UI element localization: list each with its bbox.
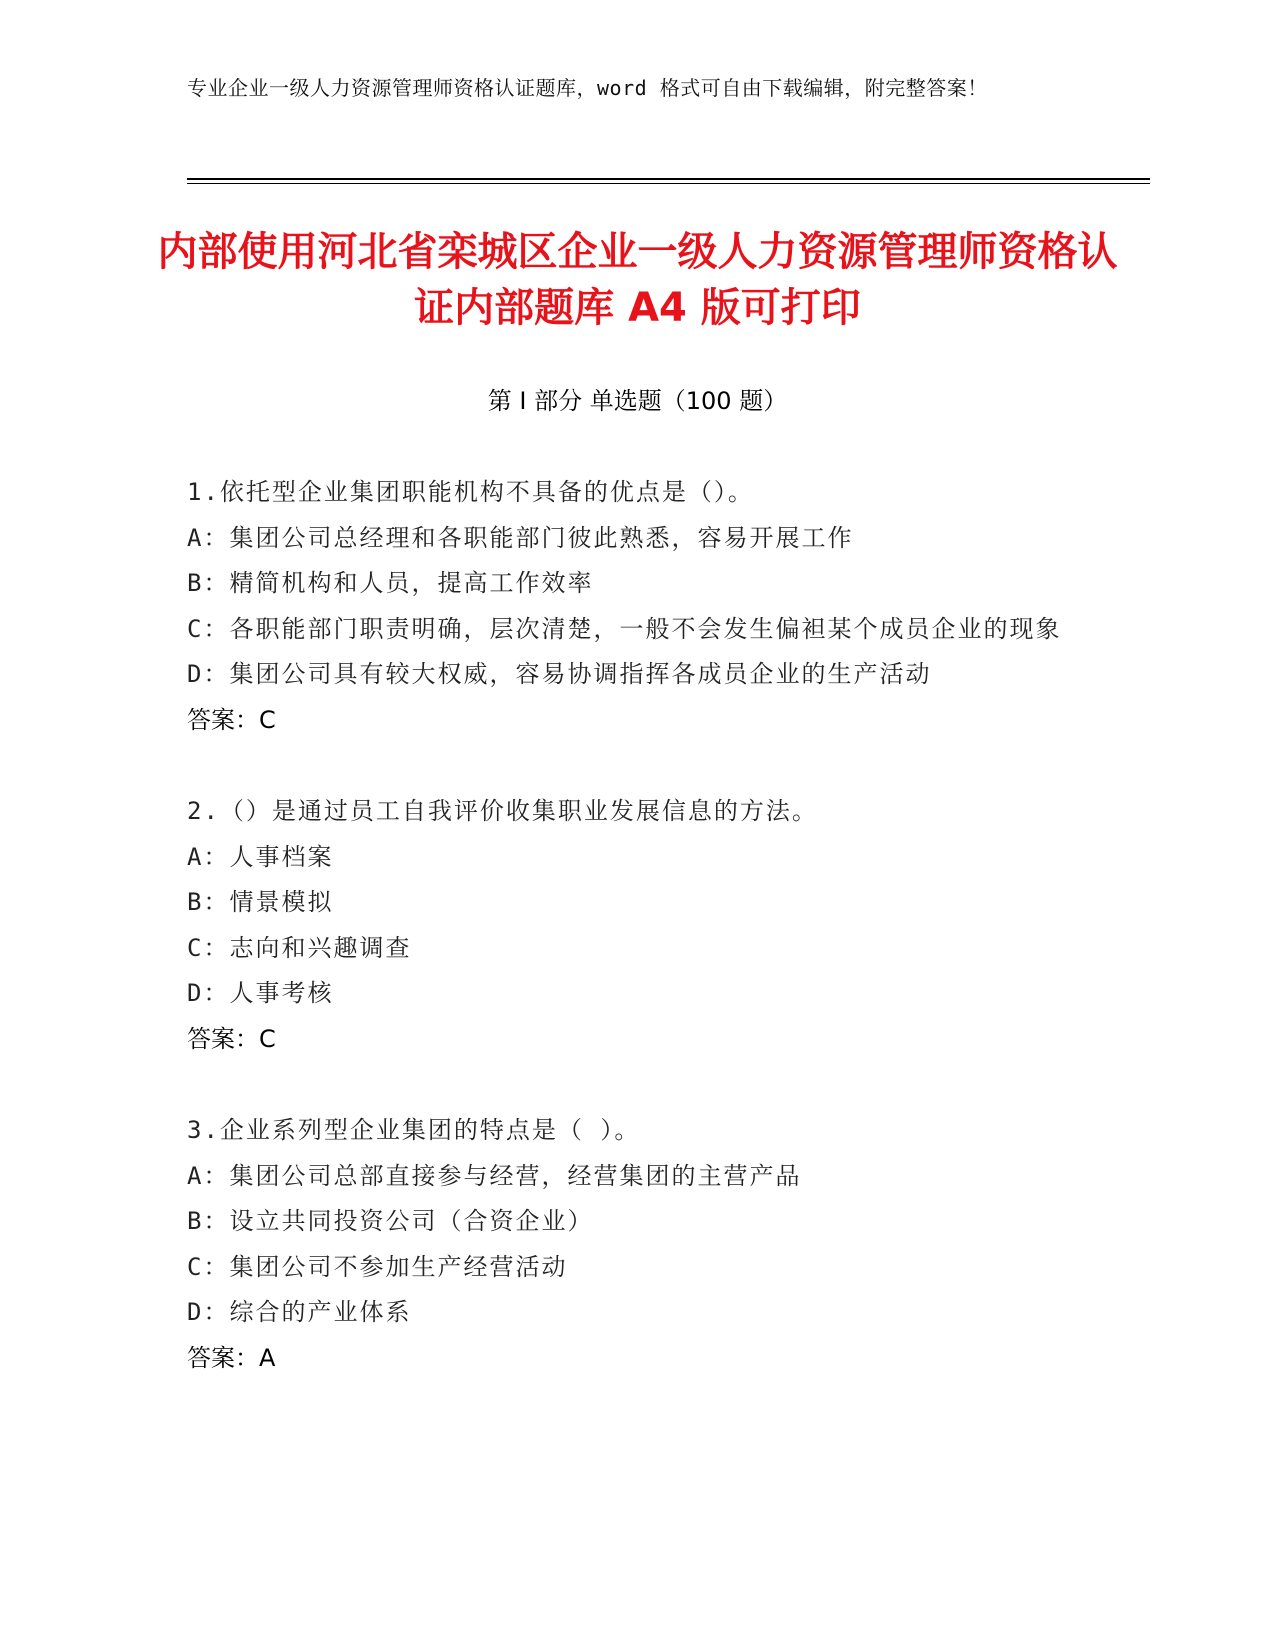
option-b: B：情景模拟: [187, 888, 334, 916]
answer: 答案：C: [187, 1024, 276, 1053]
option-a: A：集团公司总经理和各职能部门彼此熟悉，容易开展工作: [187, 523, 854, 552]
header-note: 专业企业一级人力资源管理师资格认证题库，word 格式可自由下载编辑，附完整答案！: [187, 76, 988, 100]
header-divider-thick: [187, 178, 1150, 180]
option-b: B：设立共同投资公司（合资企业）: [187, 1207, 594, 1235]
option-a: A：集团公司总部直接参与经营，经营集团的主营产品: [187, 1161, 802, 1190]
header-divider-thin: [187, 183, 1150, 184]
question-stem: 1.依托型企业集团职能机构不具备的优点是（）。: [187, 478, 754, 506]
option-c: C：各职能部门职责明确，层次清楚，一般不会发生偏袒某个成员企业的现象: [187, 614, 1062, 643]
question-2: [187, 789, 1067, 1062]
answer: 答案：A: [187, 1343, 276, 1372]
question-stem: 2.（）是通过员工自我评价收集职业发展信息的方法。: [187, 797, 818, 825]
option-b: B：精简机构和人员，提高工作效率: [187, 569, 594, 597]
option-c: C：集团公司不参加生产经营活动: [187, 1252, 568, 1281]
question-3: [187, 1108, 1067, 1381]
option-c: C：志向和兴趣调查: [187, 933, 412, 962]
document-title: 内部使用河北省栾城区企业一级人力资源管理师资格认证内部题库 A4 版可打印: [157, 229, 1118, 331]
question-stem: 3.企业系列型企业集团的特点是（ ）。: [187, 1116, 641, 1144]
option-d: D：集团公司具有较大权威，容易协调指挥各成员企业的生产活动: [187, 660, 932, 688]
question-list: [187, 470, 1067, 1427]
option-d: D：人事考核: [187, 979, 334, 1007]
option-a: A：人事档案: [187, 842, 334, 871]
answer: 答案：C: [187, 705, 276, 734]
question-1: [187, 470, 1067, 743]
option-d: D：综合的产业体系: [187, 1298, 412, 1326]
section-heading: 第 I 部分 单选题（100 题）: [487, 387, 788, 415]
